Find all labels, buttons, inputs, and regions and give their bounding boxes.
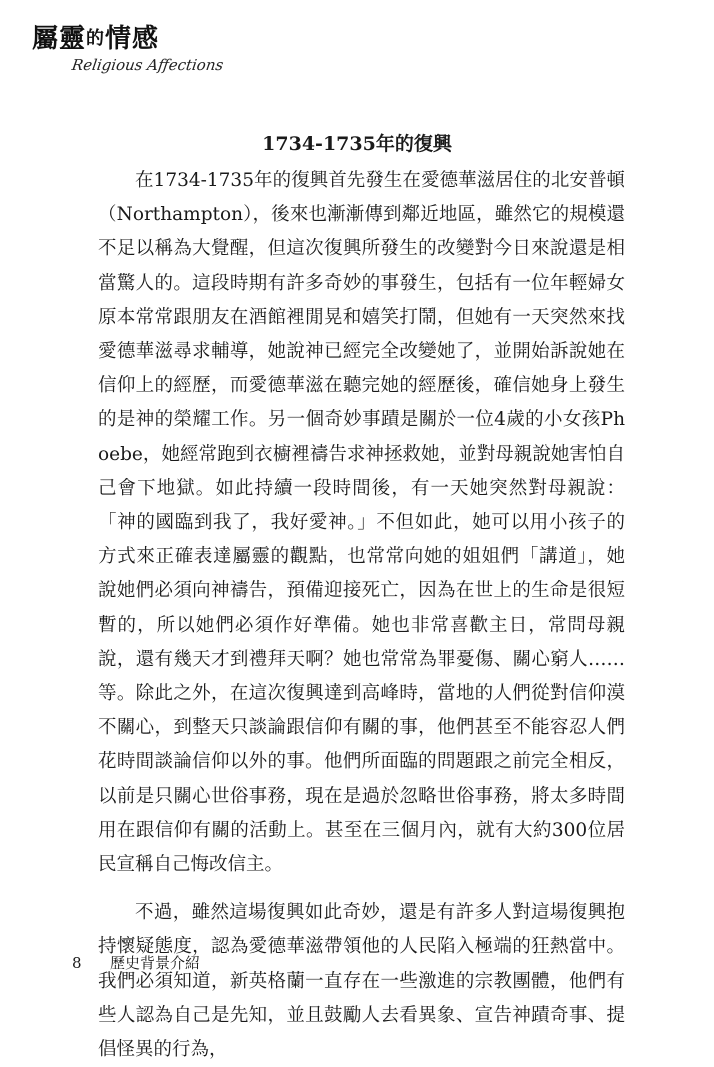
paragraph-2: 不過，雖然這場復興如此奇妙，還是有許多人對這場復興抱持懷疑態度，認為愛德華滋帶領他的人民陷入極端的狂熱當中。我們必須知道，新英格蘭一直存在一些激進的宗教團體，他們有些人認為自己是先知，並且鼓勵人去看異象、宣告神蹟奇事、提倡怪異的行為， (98, 902, 625, 1061)
page-footer (72, 953, 200, 973)
logo-cn-part1: 屬靈 (32, 24, 87, 54)
body-text (98, 164, 625, 1067)
book-title-chinese (32, 24, 159, 54)
page-number: 8 (72, 954, 82, 972)
running-chapter-name: 歷史背景介紹 (110, 954, 201, 972)
book-logo (32, 24, 225, 84)
logo-cn-part3: 情感 (105, 24, 160, 54)
section-title: 1734-1735年的復興 (262, 133, 452, 155)
paragraph-1: 在1734-1735年的復興首先發生在愛德華滋居住的北安普頓（Northampton），後來也漸漸傳到鄰近地區，雖然它的規模還不足以稱為大覺醒，但這次復興所發生的改變對今日來說還是相當驚人的。這段時期有許多奇妙的事發生，包括有一位年輕婦女原本常常跟朋友在酒館裡閒晃和嬉笑打鬧，但她有一天突然來找愛德華滋尋求輔導，她說神已經完全改變她了，並開始訴說她在信仰上的經歷，而愛德華滋在聽完她的經歷後，確信她身上發生的是神的榮耀工作。另一個奇妙事蹟是關於一位4歲的小女孩Phoebe，她經常跑到衣櫥裡禱告求神拯救她，並對母親說她害怕自己會下地獄。如此持續一段時間後，有一天她突然對母親說：「神的國臨到我了，我好愛神。」不但如此，她可以用小孩子的方式來正確表達屬靈的觀點，也常常向她的姐姐們「講道」，她說她們必須向神禱告，預備迎接死亡，因為在世上的生命是很短暫的，所以她們必須作好準備。她也非常喜歡主日，常問母親說，還有幾天才到禮拜天啊？她也常常為罪憂傷、關心窮人……等。除此之外，在這次復興達到高峰時，當地的人們從對信仰漠不關心，到整天只談論跟信仰有關的事，他們甚至不能容忍人們花時間談論信仰以外的事。他們所面臨的問題跟之前完全相反，以前是只關心世俗事務，現在是過於忽略世俗事務，將太多時間用在跟信仰有關的活動上。甚至在三個月內，就有大約300位居民宣稱自己悔改信主。 (98, 170, 625, 876)
logo-cn-part2: 的 (86, 28, 106, 49)
book-title-english: Religious Affections (70, 56, 225, 74)
